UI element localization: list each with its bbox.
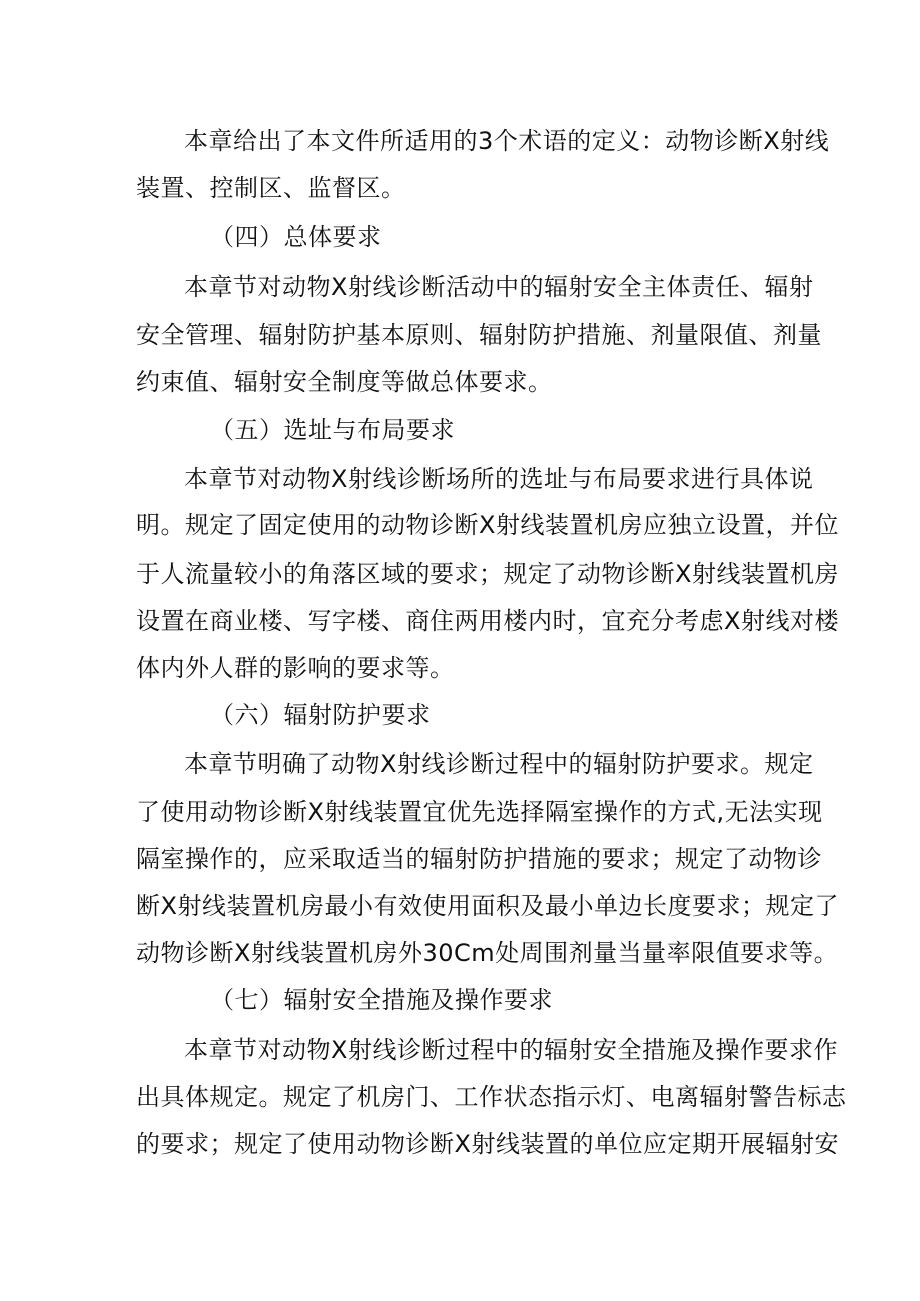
- section-heading: （五）选址与布局要求: [210, 416, 455, 444]
- paragraph-line: 本章节对动物X射线诊断过程中的辐射安全措施及操作要求作: [184, 1036, 838, 1064]
- paragraph-line: 本章节对动物X射线诊断活动中的辐射安全主体责任、辐射: [184, 273, 814, 301]
- paragraph-line: 出具体规定。规定了机房门、工作状态指示灯、电离辐射警告标志: [136, 1083, 847, 1111]
- paragraph-line: 设置在商业楼、写字楼、商住两用楼内时，宜充分考虑X射线对楼: [136, 607, 839, 635]
- section-heading: （六）辐射防护要求: [210, 701, 431, 729]
- paragraph-line: 装置、控制区、监督区。: [136, 174, 406, 202]
- paragraph-line: 明。规定了固定使用的动物诊断X射线装置机房应独立设置，并位: [136, 511, 839, 539]
- paragraph-line: 动物诊断X射线装置机房外30Cm处周围剂量当量率限值要求等。: [136, 939, 839, 967]
- paragraph-line: 本章节明确了动物X射线诊断过程中的辐射防护要求。规定: [184, 750, 814, 778]
- paragraph-line: 本章给出了本文件所适用的3个术语的定义：动物诊断X射线: [184, 127, 830, 155]
- paragraph-line: 本章节对动物X射线诊断场所的选址与布局要求进行具体说: [184, 465, 814, 493]
- paragraph-line: 断X射线装置机房最小有效使用面积及最小单边长度要求；规定了: [136, 892, 839, 920]
- paragraph-line: 了使用动物诊断X射线装置宜优先选择隔室操作的方式,无法实现: [136, 798, 823, 826]
- section-heading: （四）总体要求: [210, 223, 382, 251]
- paragraph-line: 的要求；规定了使用动物诊断X射线装置的单位应定期开展辐射安: [136, 1130, 839, 1158]
- paragraph-line: 体内外人群的影响的要求等。: [136, 654, 455, 682]
- paragraph-line: 约束值、辐射安全制度等做总体要求。: [136, 368, 553, 396]
- paragraph-line: 隔室操作的，应采取适当的辐射防护措施的要求；规定了动物诊: [136, 845, 822, 873]
- paragraph-line: 于人流量较小的角落区域的要求；规定了动物诊断X射线装置机房: [136, 560, 839, 588]
- section-heading: （七）辐射安全措施及操作要求: [210, 986, 553, 1014]
- paragraph-line: 安全管理、辐射防护基本原则、辐射防护措施、剂量限值、剂量: [136, 321, 822, 349]
